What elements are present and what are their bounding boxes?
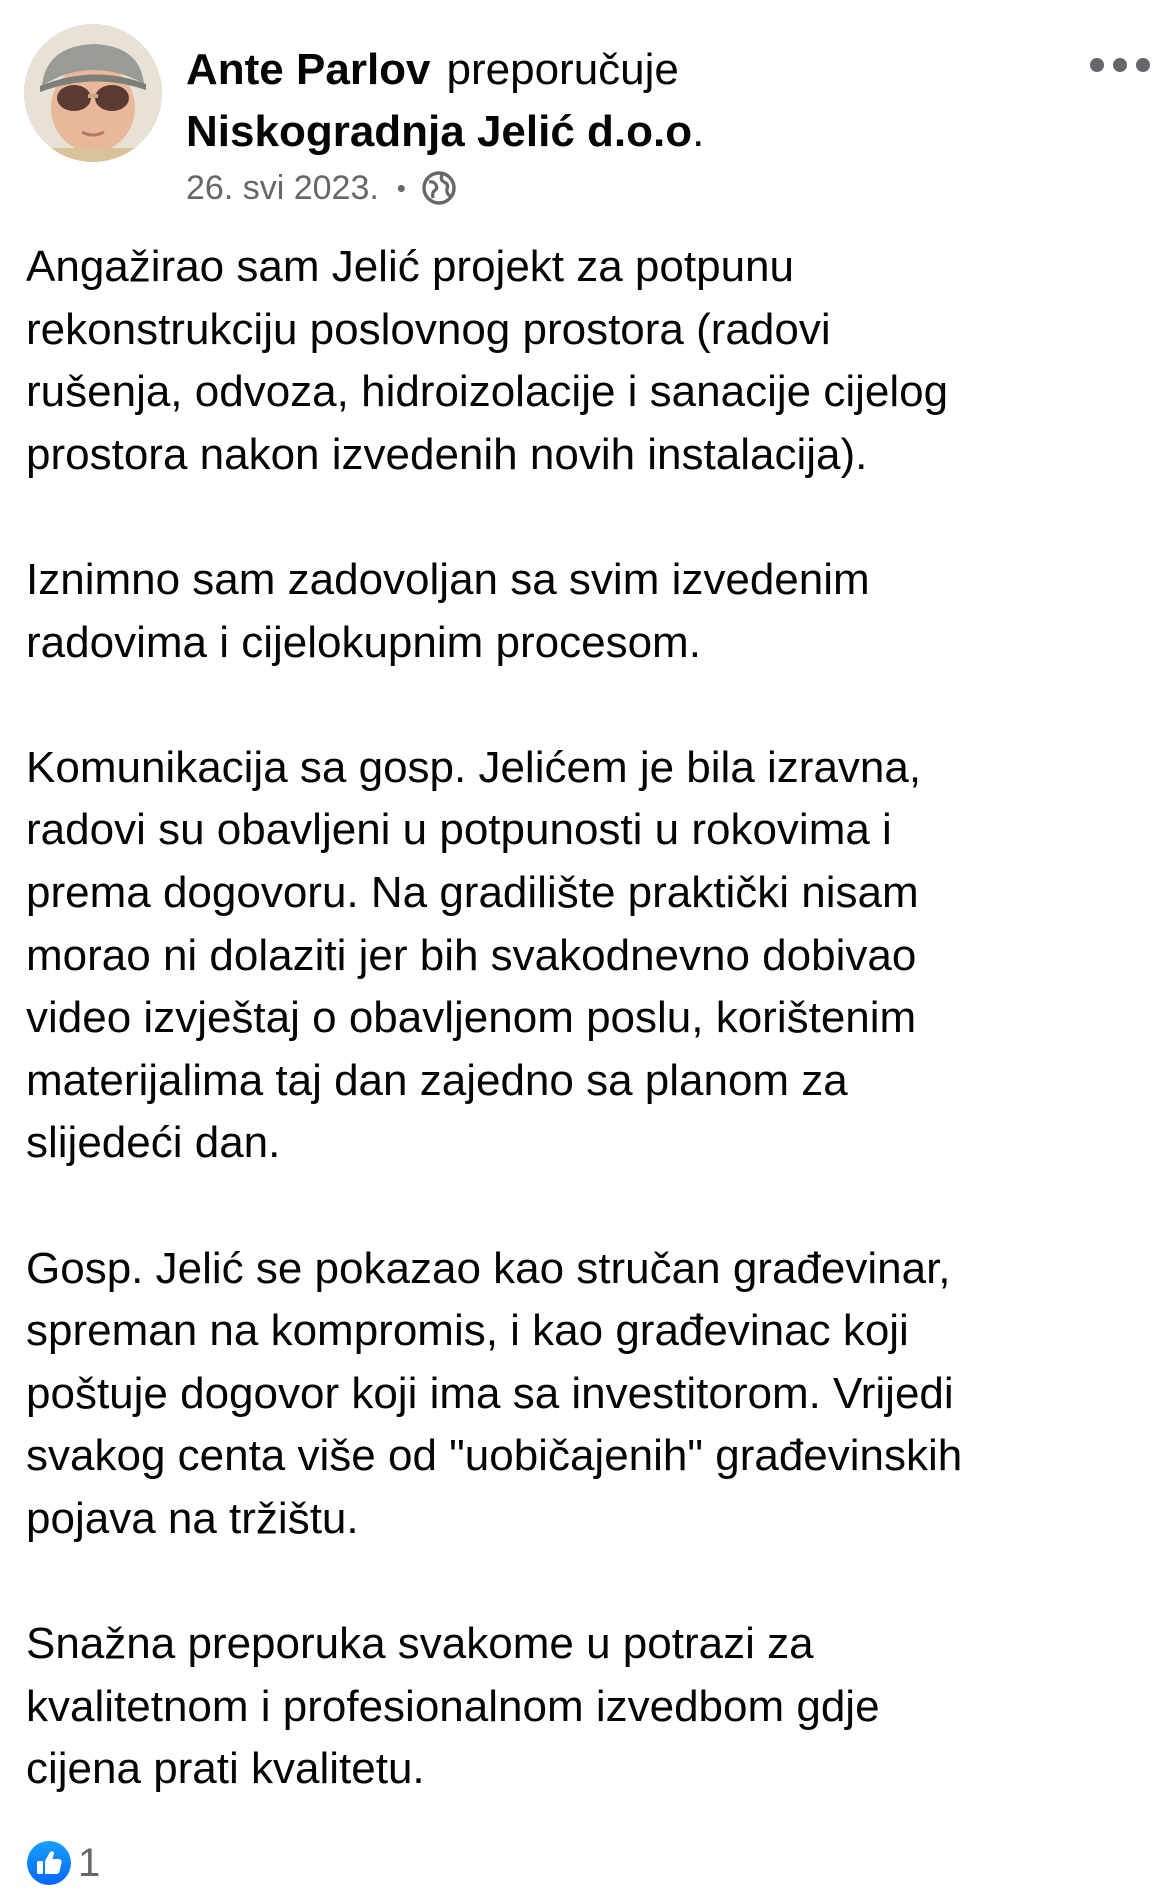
more-options-icon[interactable] [1090, 48, 1150, 82]
page-name-period: . [692, 107, 705, 156]
page-name-link[interactable]: Niskogradnja Jelić d.o.o [186, 107, 693, 156]
post-paragraph: Gosp. Jelić se pokazao kao stručan građevinar, spreman na kompromis, i kao građevinac koji poštuje dogovor koji ima sa investitorom. Vrijedi svakog centa više od "uobičajenih" građevinskih pojava na tržištu. [26, 1243, 963, 1543]
recommended-page-line [186, 104, 704, 160]
recommends-text: preporučuje [446, 45, 679, 94]
post-paragraph: Iznimno sam zadovoljan sa svim izvedenim radovima i cijelokupnim procesom. [26, 554, 870, 667]
more-dot [1113, 58, 1127, 72]
post-date[interactable]: 26. svi 2023. [186, 168, 379, 207]
post-paragraph: Komunikacija sa gosp. Jelićem je bila izravna, radovi su obavljeni u potpunosti u rokovima i prema dogovoru. Na gradilište praktički nisam morao ni dolaziti jer bih svakodnevno dobivao video izvještaj o obavljenom poslu, korištenim materijalima taj dan zajedno sa planom za slijedeći dan. [26, 742, 922, 1168]
post-paragraph: Snažna preporuka svakome u potrazi za kvalitetnom i profesionalnom izvedbom gdje cijena prati kvalitetu. [26, 1619, 880, 1794]
more-dot [1136, 58, 1150, 72]
post-header [186, 42, 679, 98]
globe-icon [420, 169, 458, 207]
post-meta [186, 166, 458, 210]
author-name-link[interactable]: Ante Parlov [186, 45, 431, 94]
post-body [26, 236, 1146, 1801]
meta-separator: • [396, 172, 406, 203]
reaction-count: 1 [78, 1840, 101, 1885]
post-paragraph: Angažirao sam Jelić projekt za potpunu rekonstrukciju poslovnog prostora (radovi rušenja, odvoza, hidroizolacije i sanacije cijelog prostora nakon izvedenih novih instalacija). [26, 242, 949, 479]
more-dot [1090, 58, 1104, 72]
avatar[interactable] [24, 24, 162, 162]
like-icon [26, 1840, 72, 1886]
reactions-summary[interactable] [26, 1838, 100, 1888]
